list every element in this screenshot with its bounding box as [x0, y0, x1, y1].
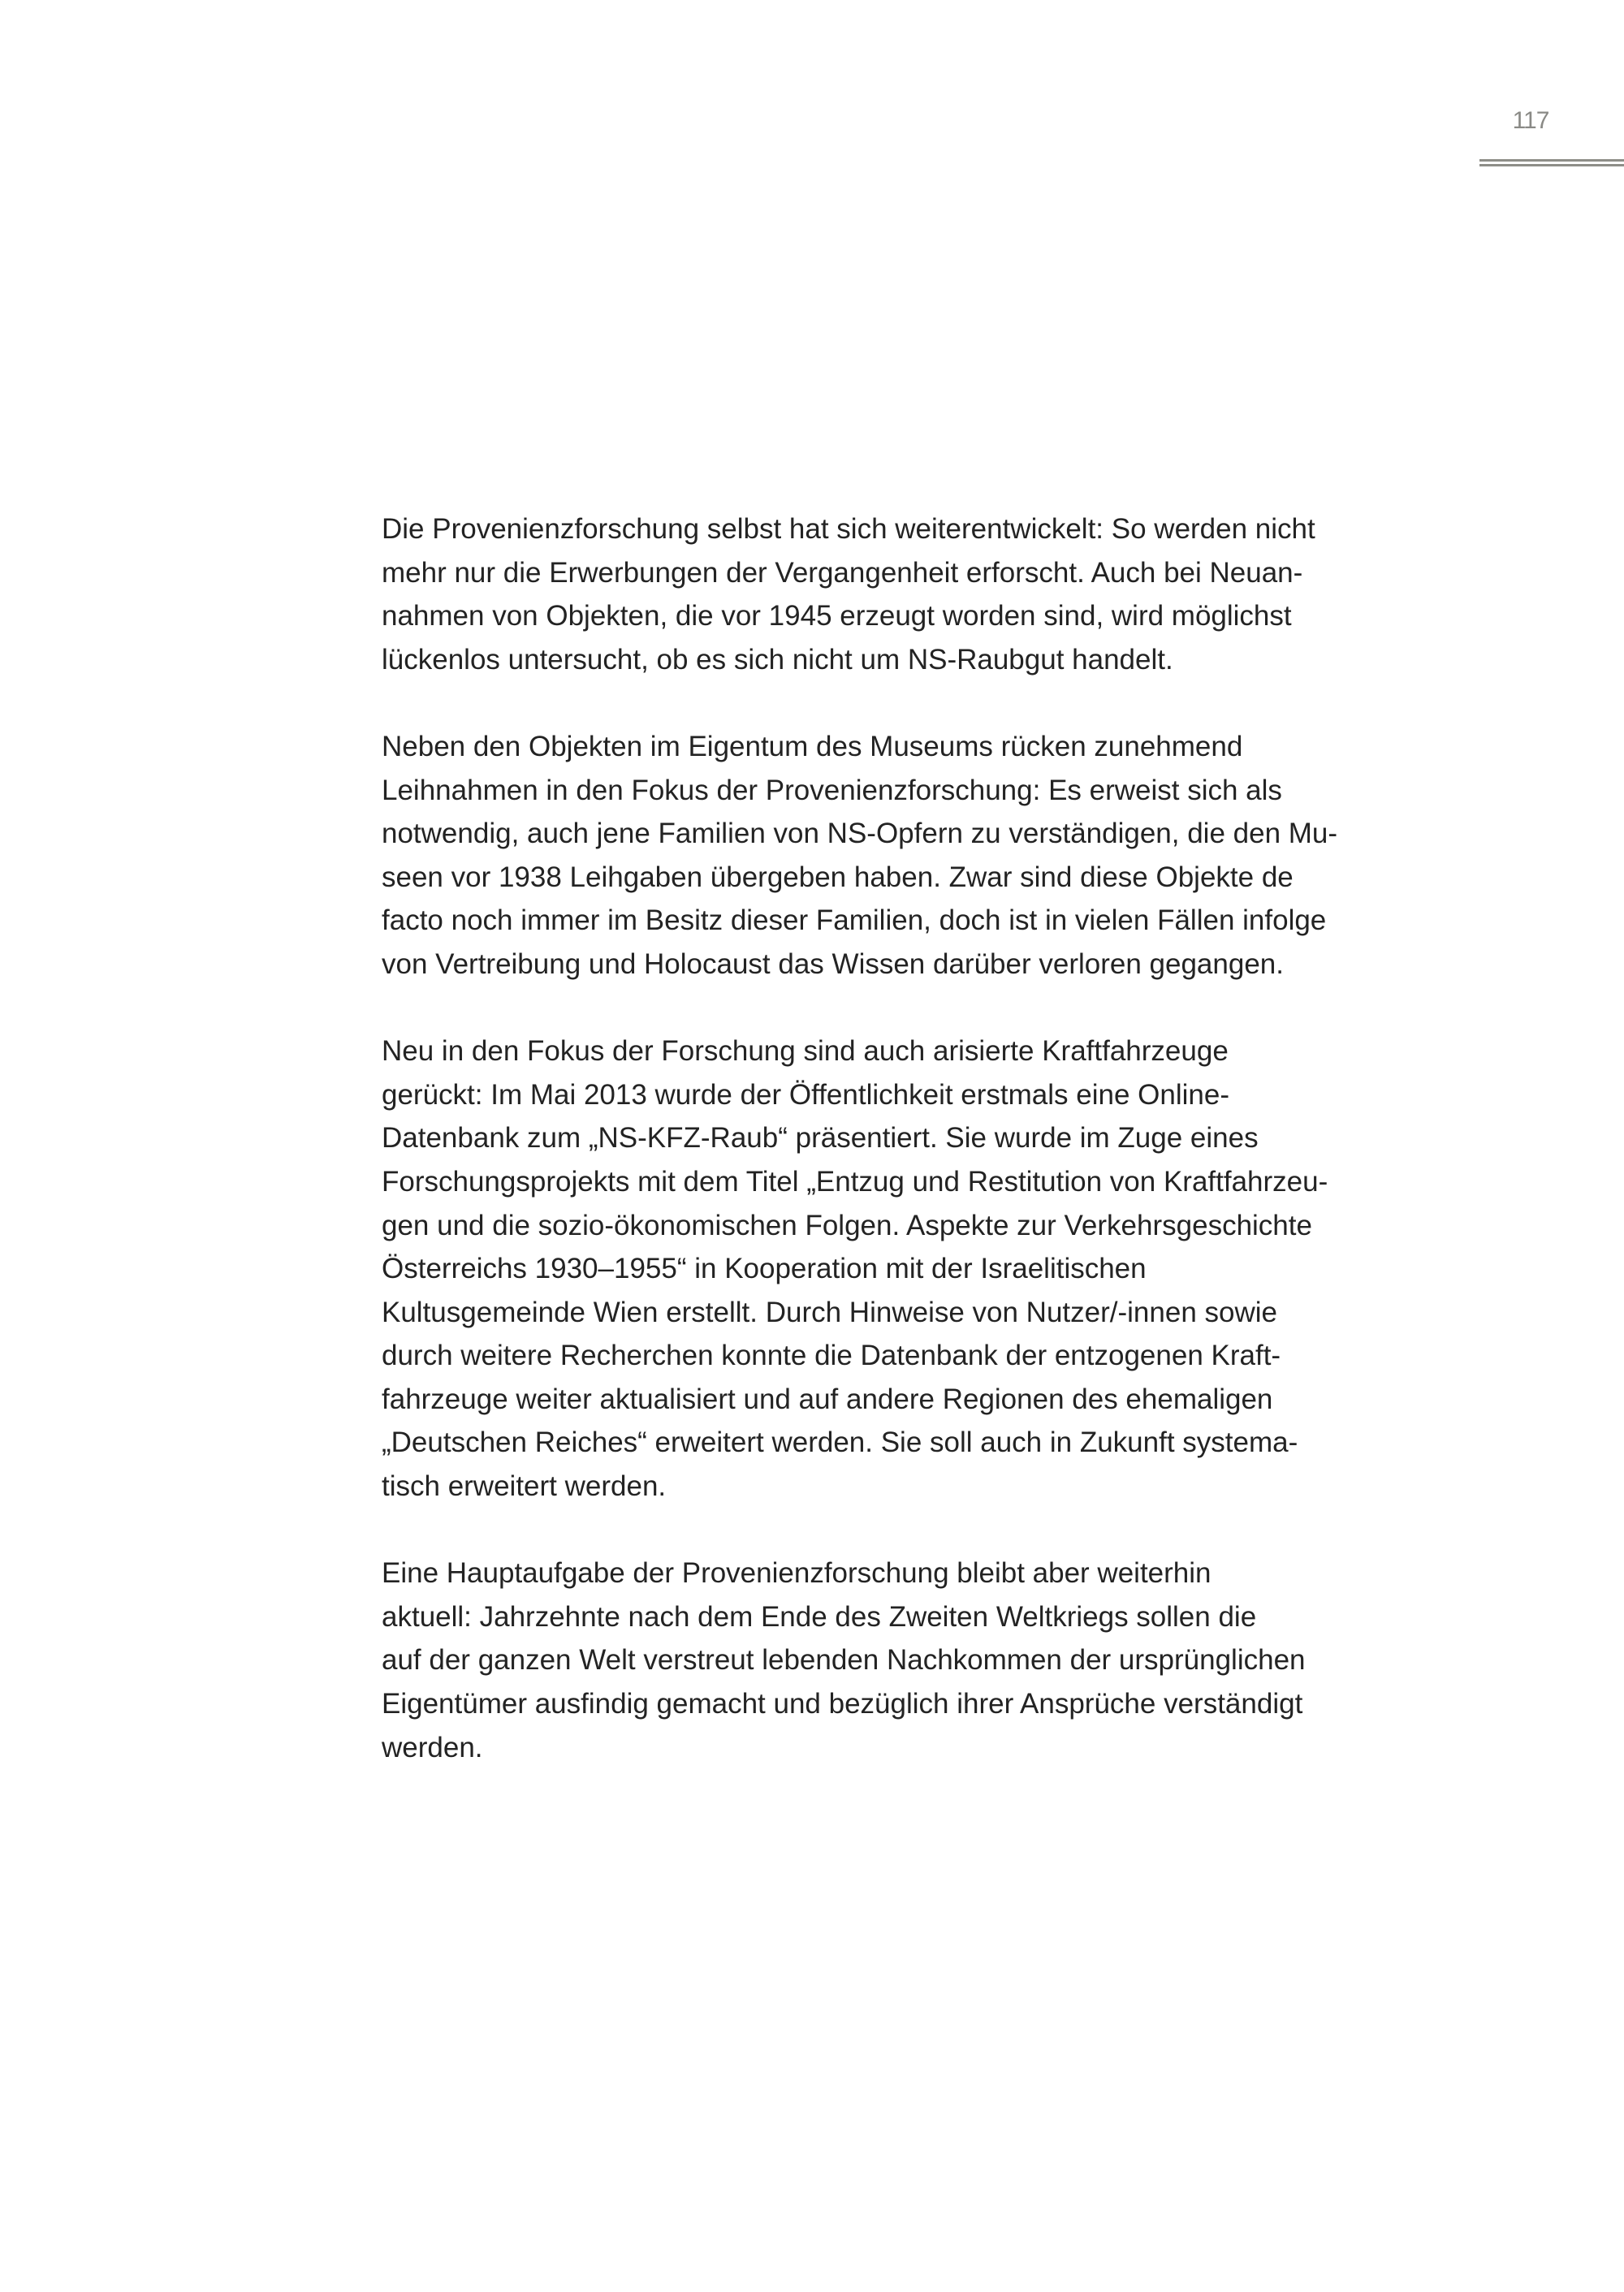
text-line: aktuell: Jahrzehnte nach dem Ende des Zweiten Weltkriegs sollen die	[382, 1600, 1257, 1633]
paragraph	[382, 507, 1486, 681]
text-line: fahrzeuge weiter aktualisiert und auf andere Regionen des ehemaligen	[382, 1383, 1273, 1415]
paragraph	[382, 1029, 1486, 1509]
text-line: gen und die sozio-ökonomischen Folgen. Aspekte zur Verkehrsgeschichte	[382, 1209, 1312, 1241]
page-number: 117	[1512, 107, 1549, 134]
text-line: notwendig, auch jene Familien von NS-Opfern zu verständigen, die den Mu-	[382, 818, 1338, 850]
text-line: Die Provenienzforschung selbst hat sich weiterentwickelt: So werden nicht	[382, 513, 1315, 545]
text-line: Datenbank zum „NS-KFZ-Raub“ präsentiert. Sie wurde im Zuge eines	[382, 1122, 1259, 1155]
header-rule-top	[1479, 159, 1624, 162]
text-line: auf der ganzen Welt verstreut lebenden Nachkommen der ursprünglichen	[382, 1644, 1306, 1677]
text-line: von Vertreibung und Holocaust das Wissen darüber verloren gegangen.	[382, 947, 1284, 980]
text-line: tisch erweitert werden.	[382, 1470, 667, 1503]
text-line: Eigentümer ausfindig gemacht und bezüglich ihrer Ansprüche verständigt	[382, 1688, 1303, 1720]
text-line: seen vor 1938 Leihgaben übergeben haben. Zwar sind diese Objekte de	[382, 861, 1294, 893]
text-line: Neben den Objekten im Eigentum des Museums rücken zunehmend	[382, 730, 1243, 762]
text-line: gerückt: Im Mai 2013 wurde der Öffentlichkeit erstmals eine Online-	[382, 1078, 1229, 1111]
text-line: Eine Hauptaufgabe der Provenienzforschung bleibt aber weiterhin	[382, 1557, 1212, 1590]
text-line: facto noch immer im Besitz dieser Familien, doch ist in vielen Fällen infolge	[382, 904, 1327, 937]
body-text	[382, 507, 1486, 1813]
text-line: „Deutschen Reiches“ erweitert werden. Sie soll auch in Zukunft systema-	[382, 1427, 1298, 1459]
text-line: Leihnahmen in den Fokus der Provenienzforschung: Es erweist sich als	[382, 774, 1282, 806]
text-line: Österreichs 1930–1955“ in Kooperation mit der Israelitischen	[382, 1253, 1147, 1285]
text-line: lückenlos untersucht, ob es sich nicht um NS-Raubgut handelt.	[382, 643, 1173, 676]
paragraph	[382, 1552, 1486, 1769]
text-line: Forschungsprojekts mit dem Titel „Entzug und Restitution von Kraftfahrzeu-	[382, 1165, 1328, 1198]
text-line: Kultusgemeinde Wien erstellt. Durch Hinweise von Nutzer/-innen sowie	[382, 1296, 1277, 1328]
text-line: durch weitere Recherchen konnte die Datenbank der entzogenen Kraft-	[382, 1340, 1281, 1372]
text-line: nahmen von Objekten, die vor 1945 erzeugt worden sind, wird möglichst	[382, 600, 1292, 632]
text-line: Neu in den Fokus der Forschung sind auch arisierte Kraftfahrzeuge	[382, 1035, 1229, 1068]
text-line: mehr nur die Erwerbungen der Vergangenheit erforscht. Auch bei Neuan-	[382, 556, 1303, 589]
text-line: werden.	[382, 1731, 483, 1763]
header-rule-bottom	[1479, 164, 1624, 166]
paragraph	[382, 725, 1486, 986]
